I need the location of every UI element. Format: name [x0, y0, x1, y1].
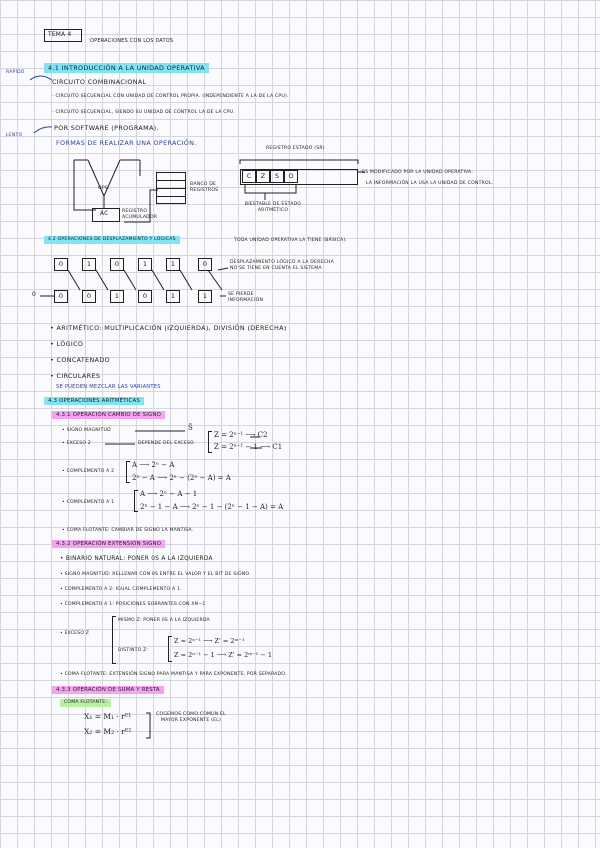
bit-r2-5: 1: [198, 290, 212, 303]
flag-c: C: [242, 170, 256, 183]
bit-r2-0: 0: [54, 290, 68, 303]
mezclar-note: SE PUEDEN MEZCLAR LAS VARIANTES: [56, 384, 161, 390]
note-desplazamiento-2: NO SE TIENE EN CUENTA EL SISTEMA: [230, 266, 322, 271]
section-42-title: 4.2 OPERACIONES DE DESPLAZAMIENTO Y LÓGICAS: [44, 236, 180, 244]
list-logico-text: LÓGICO: [56, 340, 84, 348]
list-logico: • LÓGICO: [50, 340, 84, 348]
list-circulares-text: CIRCULARES: [56, 372, 101, 380]
note-desplazamiento-1: DESPLAZAMIENTO LÓGICO A LA DERECHA: [230, 260, 334, 265]
item-secuencial-cpu: - CIRCUITO SECUENCIAL, SIENDO SU UNIDAD DE CONTROL LA DE LA CPU.: [52, 110, 235, 115]
tema-label: TEMA 4: [48, 32, 72, 38]
ca2-bracket: [126, 461, 130, 483]
bit-r2-4: 1: [166, 290, 180, 303]
ext-binario: • BINARIO NATURAL: PONER 0S A LA IZQUIERDA: [60, 556, 213, 562]
coma-flotante-433: COMA FLOTANTE:: [60, 699, 111, 707]
ext-exceso-text: EXCESO Z: [64, 631, 90, 636]
ext-distinto-line-2: Z = 2ⁿ⁻¹ − 1 ⟶ Z' = 2ᵐ⁻¹ − 1: [174, 651, 272, 659]
ext-exceso-bracket: [112, 616, 116, 664]
margin-rapido: RAPIDO: [6, 70, 25, 75]
bit-r1-4: 1: [166, 258, 180, 271]
page-title: OPERACIONES CON LOS DATOS: [90, 38, 174, 44]
complemento-a2-text: COMPLEMENTO A 2: [66, 469, 115, 474]
section-432-title: 4.3.2 OPERACIÓN EXTENSIÓN SIGNO: [52, 540, 165, 548]
sr-note-2: LA INFORMACIÓN LA USA LA UNIDAD DE CONTROL.: [366, 181, 494, 186]
ext-distinto-bracket: [168, 636, 172, 662]
bit-r2-2: 1: [110, 290, 124, 303]
coma-flotante-432-text: COMA FLOTANTE: EXTENSIÓN SIGNO PARA MANTISA Y PARA EXPONENTE, POR SEPARADO.: [64, 672, 287, 677]
ca2-line-1: A ⟶ 2ⁿ − A: [132, 461, 175, 469]
registro-acumulador-label: REGISTRO ACUMULADOR: [122, 209, 158, 220]
ext-ca2-text: COMPLEMENTO A 2: IGUAL COMPLEMENTO A 1.: [64, 587, 182, 592]
complemento-a1-text: COMPLEMENTO A 1: [66, 500, 115, 505]
exceso-text: EXCESO 2: [66, 441, 91, 446]
ext-ca2: • COMPLEMENTO A 2: IGUAL COMPLEMENTO A 1.: [60, 587, 182, 592]
flag-o: O: [284, 170, 298, 183]
section-431-title: 4.3.1 OPERACIÓN CAMBIO DE SIGNO: [52, 411, 165, 419]
list-aritmetico: • ARITMÉTICO: MULTIPLICACIÓN (IZQUIERDA), DIVISIÓN (DERECHA): [50, 324, 287, 332]
eq-x1: X₁ = M₁ · rᴱ¹: [84, 712, 132, 721]
bit-r1-3: 1: [138, 258, 152, 271]
bit-r1-2: 0: [110, 258, 124, 271]
item-combinacional: CIRCUITO COMBINACIONAL: [52, 78, 147, 86]
banco-registros-label: BANCO DE REGISTROS: [190, 182, 219, 193]
ac-label: AC: [100, 211, 109, 217]
banco-registros-box: [156, 172, 186, 204]
coma-flotante-432: • COMA FLOTANTE: EXTENSIÓN SIGNO PARA MANTISA Y PARA EXPONENTE, POR SEPARADO.: [60, 672, 287, 677]
section-43-title: 4.3 OPERACIONES ARITMÉTICAS: [44, 397, 144, 405]
flag-z: Z: [256, 170, 270, 183]
ca1-line-1: A ⟶ 2ⁿ − A − 1: [140, 490, 198, 498]
list-concatenado-text: CONCATENADO: [56, 356, 111, 364]
signo-magnitud-text: SIGNO MAGNITUD: [66, 428, 111, 433]
eq-x2: X₂ = M₂ · rᴱ²: [84, 727, 132, 736]
section-42-subtitle: TODA UNIDAD OPERATIVA LA TIENE (BÁSICA).: [234, 238, 348, 243]
ext-distinto-line-1: Z = 2ⁿ⁻¹ ⟶ Z' = 2ᵐ⁻¹: [174, 637, 245, 645]
shift-in-bit: 0: [32, 291, 37, 298]
bit-r2-3: 0: [138, 290, 152, 303]
ext-signo-magnitud: • SIGNO MAGNITUD: RELLENAR CON 0S ENTRE EL VALOR Y EL BIT DE SIGNO.: [60, 572, 251, 577]
ext-ca1: • COMPLEMENTO A 1: POSICIONES SOBRANTES CON XN−1: [60, 602, 206, 607]
list-circulares: • CIRCULARES: [50, 372, 101, 380]
list-aritmetico-text: ARITMÉTICO: MULTIPLICACIÓN (IZQUIERDA), DIVISIÓN (DERECHA): [56, 324, 287, 332]
sr-note-1: ES MODIFICADO POR LA UNIDAD OPERATIVA.: [362, 170, 473, 175]
bit-r1-5: 0: [198, 258, 212, 271]
ca2-line-2: 2ⁿ − A ⟶ 2ⁿ − (2ⁿ − A) = A: [132, 474, 231, 482]
margin-lento: LENTO: [6, 133, 23, 138]
exceso-label: • EXCESO 2: [62, 441, 91, 446]
flag-s: S: [270, 170, 284, 183]
coma-flotante-431: • COMA FLOTANTE: CAMBIAR DE SIGNO LA MANTISA.: [62, 528, 194, 533]
formas-heading: FORMAS DE REALIZAR UNA OPERACIÓN.: [56, 139, 197, 147]
section-433-title: 4.3.3 OPERACIÓN DE SUMA Y RESTA: [52, 686, 164, 694]
ext-exceso-label: • EXCESO Z: [60, 631, 90, 636]
bit-r1-1: 1: [82, 258, 96, 271]
exceso-depende: DEPENDE DEL EXCESO: [138, 441, 194, 446]
ext-mismo: MISMO Z: PONER 0S A LA IZQUIERDA: [118, 618, 210, 623]
signo-magnitud-label: • SIGNO MAGNITUD: [62, 428, 111, 433]
exceso-bracket: [208, 431, 212, 453]
signo-magnitud-result: S̄: [188, 424, 193, 432]
ext-binario-text: BINARIO NATURAL: PONER 0S A LA IZQUIERDA: [65, 556, 213, 562]
ext-signo-magnitud-text: SIGNO MAGNITUD: RELLENAR CON 0S ENTRE EL VALOR Y EL BIT DE SIGNO.: [64, 572, 251, 577]
note-pierde-2: INFORMACIÓN: [228, 298, 264, 303]
coma-flotante-431-text: COMA FLOTANTE: CAMBIAR DE SIGNO LA MANTISA.: [66, 528, 194, 533]
ext-ca1-text: COMPLEMENTO A 1: POSICIONES SOBRANTES CON XN−1: [64, 602, 206, 607]
note-pierde-1: SE PIERDE: [228, 292, 254, 297]
complemento-a2-label: • COMPLEMENTO A 2: [62, 469, 115, 474]
item-software: POR SOFTWARE (PROGRAMA).: [54, 124, 159, 132]
exceso-line-1: Z = 2ⁿ⁻¹ ⟶ C2: [214, 431, 268, 439]
ca1-bracket: [134, 490, 138, 512]
list-concatenado: • CONCATENADO: [50, 356, 111, 364]
item-secuencial-propia: - CIRCUITO SECUENCIAL CON UNIDAD DE CONTROL PROPIA. (INDEPENDIENTE A LA DE LA CPU).: [52, 94, 289, 99]
complemento-a1-label: • COMPLEMENTO A 1: [62, 500, 115, 505]
exponente-note: COGEMOS COMO COMÚN EL MAYOR EXPONENTE (EL): [156, 712, 226, 723]
bit-r2-1: 0: [82, 290, 96, 303]
exceso-line-2: Z = 2ⁿ⁻¹ − 1 ⟶ C1: [214, 443, 283, 451]
ca1-line-2: 2ⁿ − 1 − A ⟶ 2ⁿ − 1 − (2ⁿ − 1 − A) = A: [140, 503, 284, 511]
biestable-label: BIESTABLE DE ESTADO ARITMÉTICO: [244, 202, 302, 213]
bit-r1-0: 0: [54, 258, 68, 271]
ext-distinto: DISTINTO Z:: [118, 648, 149, 653]
ops-label: OPS.: [98, 186, 110, 191]
registro-estado-label: REGISTRO ESTADO (SR): [266, 146, 325, 151]
section-41-title: 4.1 INTRODUCCIÓN A LA UNIDAD OPERATIVA: [44, 63, 209, 73]
